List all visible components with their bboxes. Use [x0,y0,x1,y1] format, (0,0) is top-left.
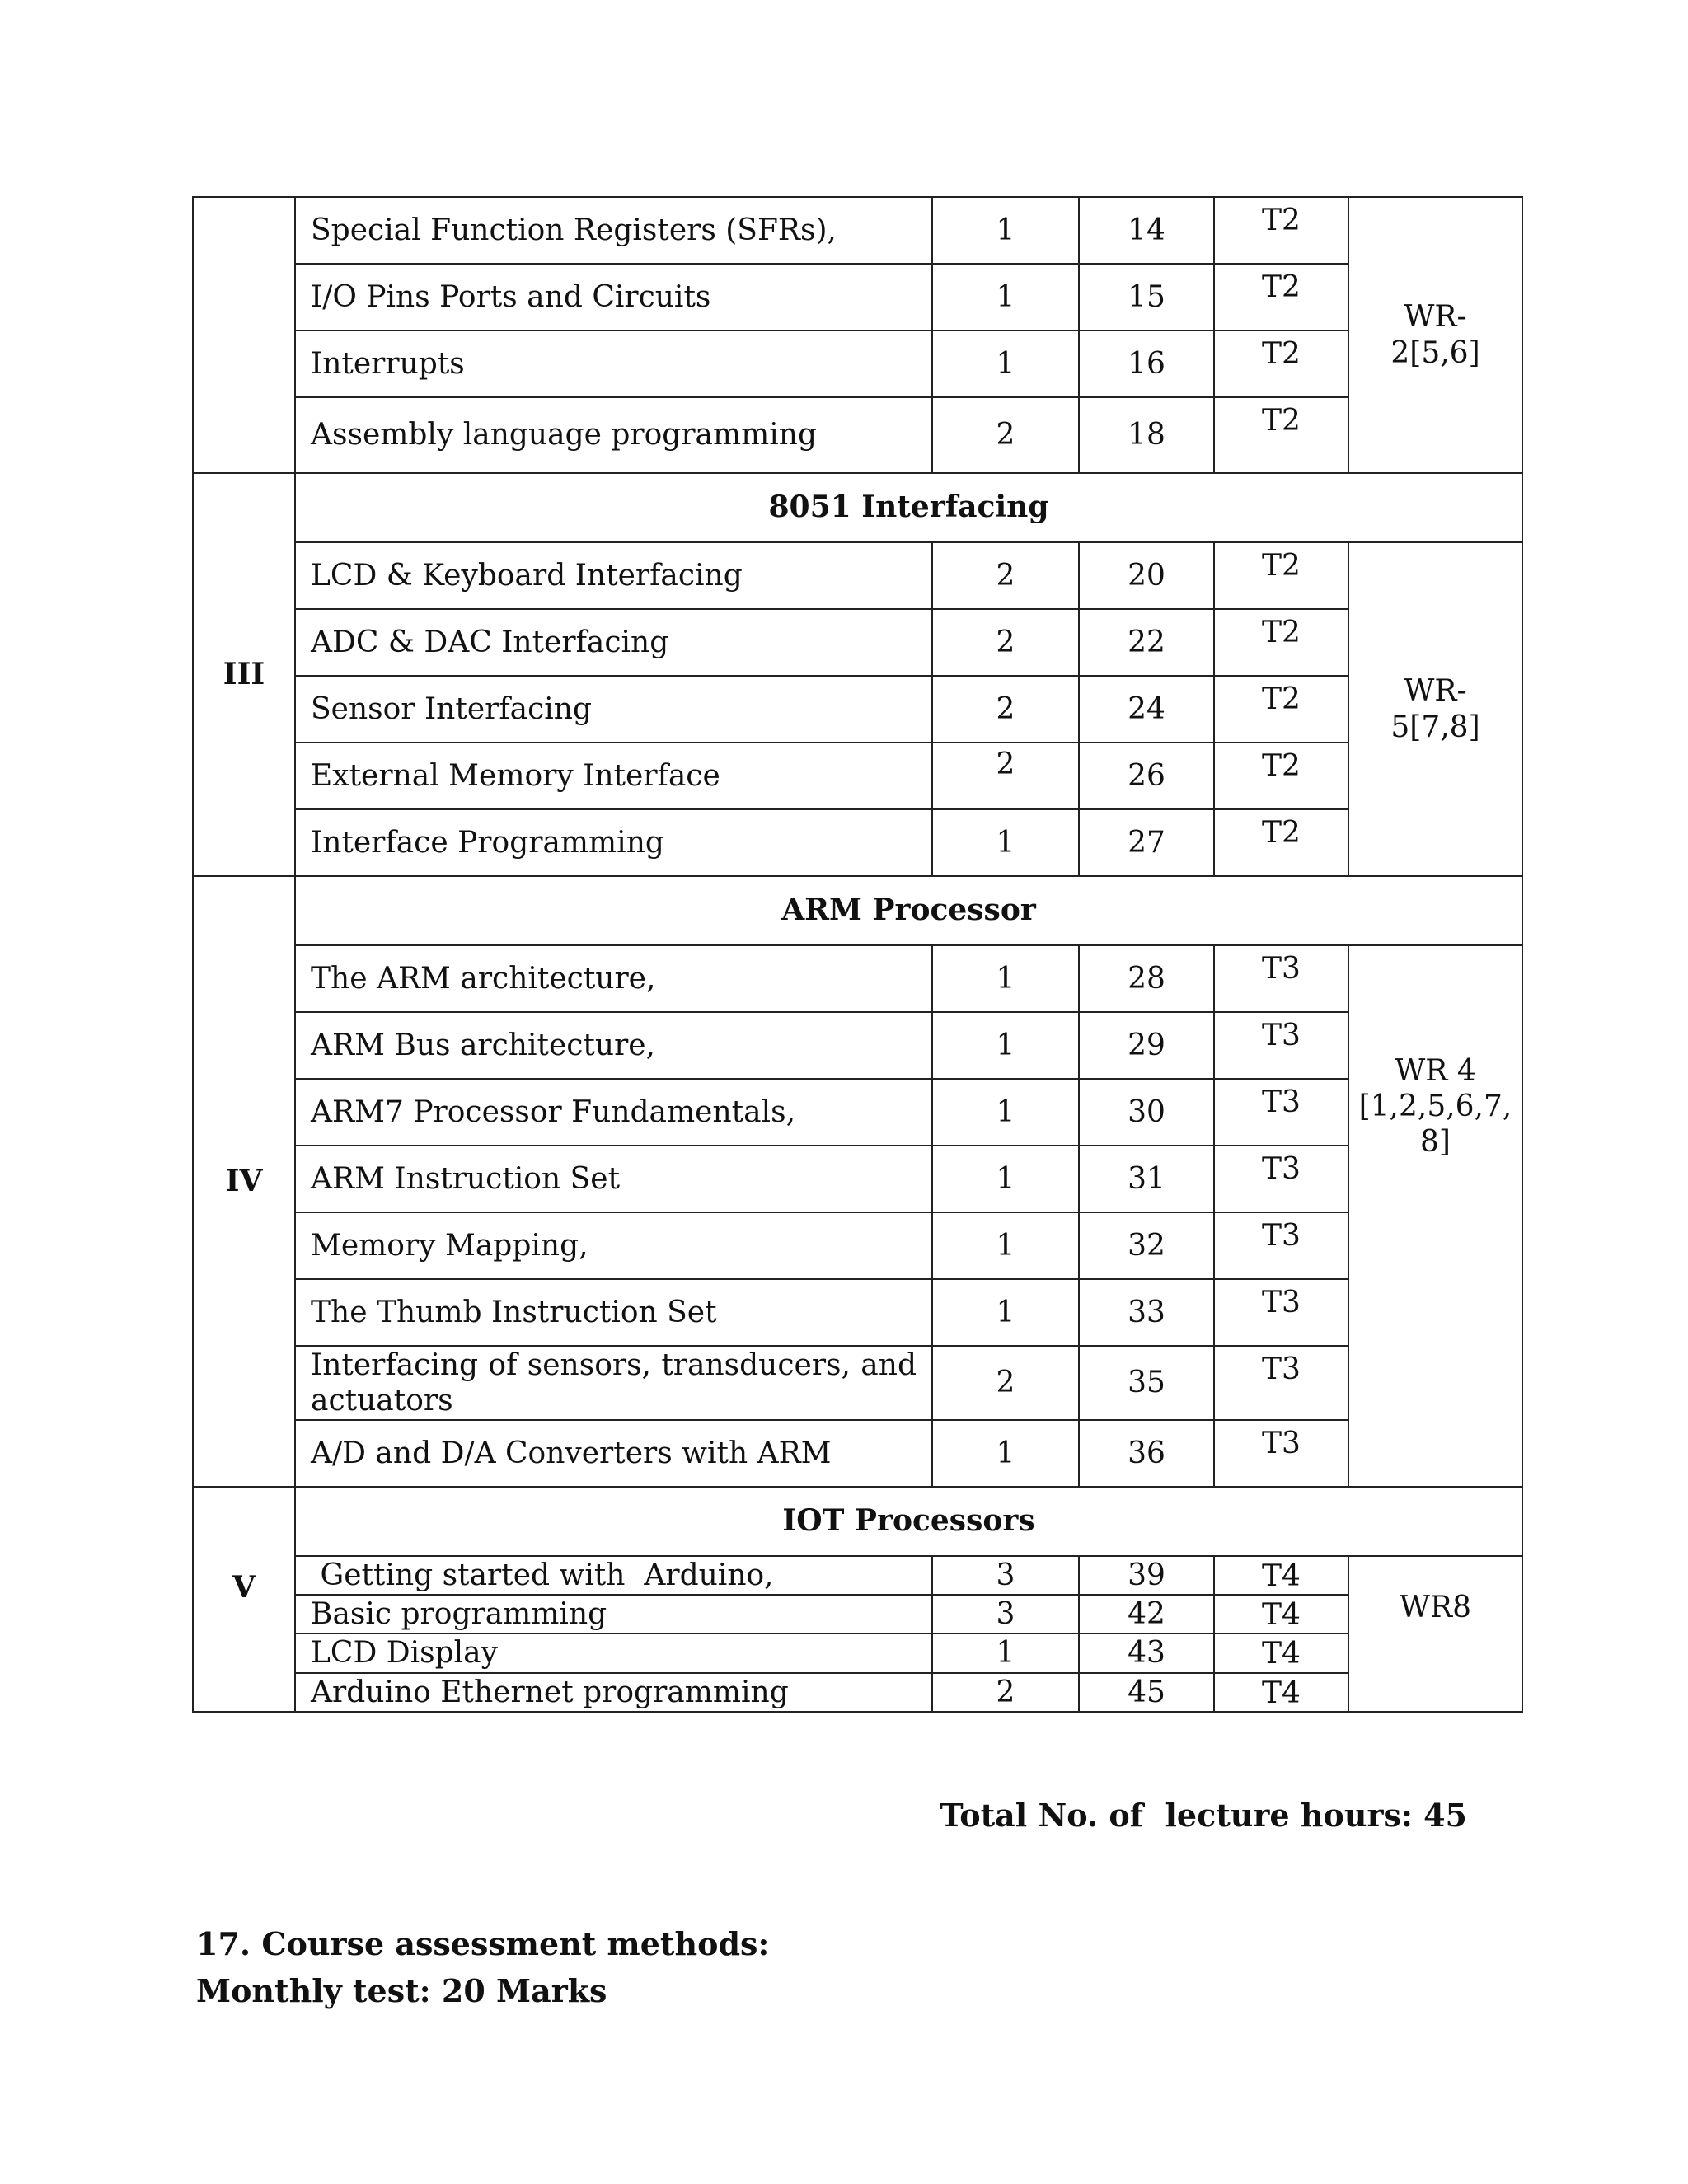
reference-cell: T3 [1214,1346,1348,1420]
topic-cell: Arduino Ethernet programming [295,1673,932,1712]
hours-cell: 1 [932,1012,1079,1079]
table-row [193,197,1522,264]
hours-cell: 3 [932,1595,1079,1633]
table-row [193,1633,1522,1672]
table-row [193,609,1522,676]
hours-cell: 1 [932,945,1079,1012]
unit-label: V [193,1487,295,1712]
web-reference-cell [1348,542,1522,876]
table-row [193,330,1522,397]
web-reference-cell [1348,1556,1522,1712]
web-reference-cell [1348,945,1522,1487]
table-row [193,1012,1522,1079]
cumulative-cell: 20 [1079,542,1214,609]
monthly-test-marks: Monthly test: 20 Marks [196,1972,607,2009]
reference-cell: T2 [1214,197,1348,264]
reference-cell: T4 [1214,1673,1348,1712]
hours-cell: 2 [932,609,1079,676]
reference-cell: T2 [1214,676,1348,743]
reference-cell: T4 [1214,1633,1348,1672]
topic-cell: Special Function Registers (SFRs), [295,197,932,264]
table-row [193,945,1522,1012]
cumulative-cell: 33 [1079,1279,1214,1346]
table-row [193,1079,1522,1146]
topic-cell: Interface Programming [295,809,932,876]
topic-cell: Memory Mapping, [295,1212,932,1279]
reference-cell: T2 [1214,809,1348,876]
hours-cell: 1 [932,1420,1079,1487]
topic-cell: ADC & DAC Interfacing [295,609,932,676]
cumulative-cell: 15 [1079,264,1214,330]
cumulative-cell: 24 [1079,676,1214,743]
cumulative-cell: 18 [1079,397,1214,473]
reference-cell: T2 [1214,397,1348,473]
hours-cell: 1 [932,1279,1079,1346]
table-row [193,1595,1522,1633]
topic-cell: Interfacing of sensors, transducers, and actuators [295,1346,932,1420]
cumulative-cell: 35 [1079,1346,1214,1420]
table-row [193,1212,1522,1279]
hours-cell: 2 [932,743,1079,809]
reference-cell: T4 [1214,1556,1348,1595]
topic-cell: Sensor Interfacing [295,676,932,743]
reference-cell: T2 [1214,542,1348,609]
table-row [193,1346,1522,1420]
hours-cell: 1 [932,1212,1079,1279]
web-reference-text: WR- 5[7,8] [1390,674,1480,744]
cumulative-cell: 22 [1079,609,1214,676]
cumulative-cell: 27 [1079,809,1214,876]
cumulative-cell: 43 [1079,1633,1214,1672]
unit-cell-blank [193,197,295,473]
section-header-row [193,876,1522,945]
total-lecture-hours: Total No. of lecture hours: 45 [940,1797,1467,1834]
cumulative-cell: 14 [1079,197,1214,264]
hours-cell: 2 [932,676,1079,743]
assessment-heading: 17. Course assessment methods: [196,1925,770,1962]
hours-cell: 2 [932,1346,1079,1420]
table-row [193,397,1522,473]
reference-cell: T3 [1214,1146,1348,1212]
topic-cell: The ARM architecture, [295,945,932,1012]
hours-cell: 1 [932,197,1079,264]
cumulative-cell: 26 [1079,743,1214,809]
table-row [193,1146,1522,1212]
hours-cell: 1 [932,264,1079,330]
hours-cell: 2 [932,1673,1079,1712]
syllabus-table [192,196,1523,1713]
table-row [193,809,1522,876]
table-row [193,542,1522,609]
reference-cell: T2 [1214,264,1348,330]
hours-cell: 3 [932,1556,1079,1595]
table-row [193,1556,1522,1595]
reference-cell: T3 [1214,945,1348,1012]
cumulative-cell: 28 [1079,945,1214,1012]
topic-cell: A/D and D/A Converters with ARM [295,1420,932,1487]
reference-cell: T2 [1214,330,1348,397]
reference-cell: T3 [1214,1212,1348,1279]
cumulative-cell: 16 [1079,330,1214,397]
hours-cell: 1 [932,1633,1079,1672]
topic-cell: I/O Pins Ports and Circuits [295,264,932,330]
web-reference-text: WR 4 [1,2,5,6,7, 8] [1358,1054,1512,1160]
table-row [193,1279,1522,1346]
hours-cell: 2 [932,397,1079,473]
section-title: ARM Processor [295,876,1522,945]
topic-cell: LCD & Keyboard Interfacing [295,542,932,609]
cumulative-cell: 32 [1079,1212,1214,1279]
section-header-row [193,473,1522,542]
hours-cell: 1 [932,1146,1079,1212]
unit-label: III [193,473,295,876]
reference-cell: T2 [1214,609,1348,676]
reference-cell: T2 [1214,743,1348,809]
reference-cell: T3 [1214,1012,1348,1079]
reference-cell: T3 [1214,1079,1348,1146]
cumulative-cell: 45 [1079,1673,1214,1712]
topic-cell: ARM7 Processor Fundamentals, [295,1079,932,1146]
reference-cell: T3 [1214,1279,1348,1346]
web-reference-text: WR8 [1399,1591,1471,1624]
cumulative-cell: 30 [1079,1079,1214,1146]
topic-cell: Basic programming [295,1595,932,1633]
table-row [193,264,1522,330]
hours-cell: 2 [932,542,1079,609]
topic-cell: External Memory Interface [295,743,932,809]
section-title: 8051 Interfacing [295,473,1522,542]
table-row [193,1420,1522,1487]
cumulative-cell: 36 [1079,1420,1214,1487]
topic-cell: Interrupts [295,330,932,397]
topic-cell: ARM Bus architecture, [295,1012,932,1079]
topic-cell: Getting started with Arduino, [295,1556,932,1595]
unit-label: IV [193,876,295,1487]
hours-cell: 1 [932,1079,1079,1146]
hours-cell: 1 [932,330,1079,397]
topic-cell: The Thumb Instruction Set [295,1279,932,1346]
cumulative-cell: 29 [1079,1012,1214,1079]
reference-cell: T4 [1214,1595,1348,1633]
web-reference-text: WR- 2[5,6] [1390,300,1480,370]
hours-cell: 1 [932,809,1079,876]
reference-cell: T3 [1214,1420,1348,1487]
table-row [193,1673,1522,1712]
cumulative-cell: 42 [1079,1595,1214,1633]
web-reference-cell [1348,197,1522,473]
cumulative-cell: 31 [1079,1146,1214,1212]
table-row [193,743,1522,809]
section-header-row [193,1487,1522,1556]
topic-cell: Assembly language programming [295,397,932,473]
section-title: IOT Processors [295,1487,1522,1556]
table-row [193,676,1522,743]
topic-cell: ARM Instruction Set [295,1146,932,1212]
cumulative-cell: 39 [1079,1556,1214,1595]
topic-cell: LCD Display [295,1633,932,1672]
